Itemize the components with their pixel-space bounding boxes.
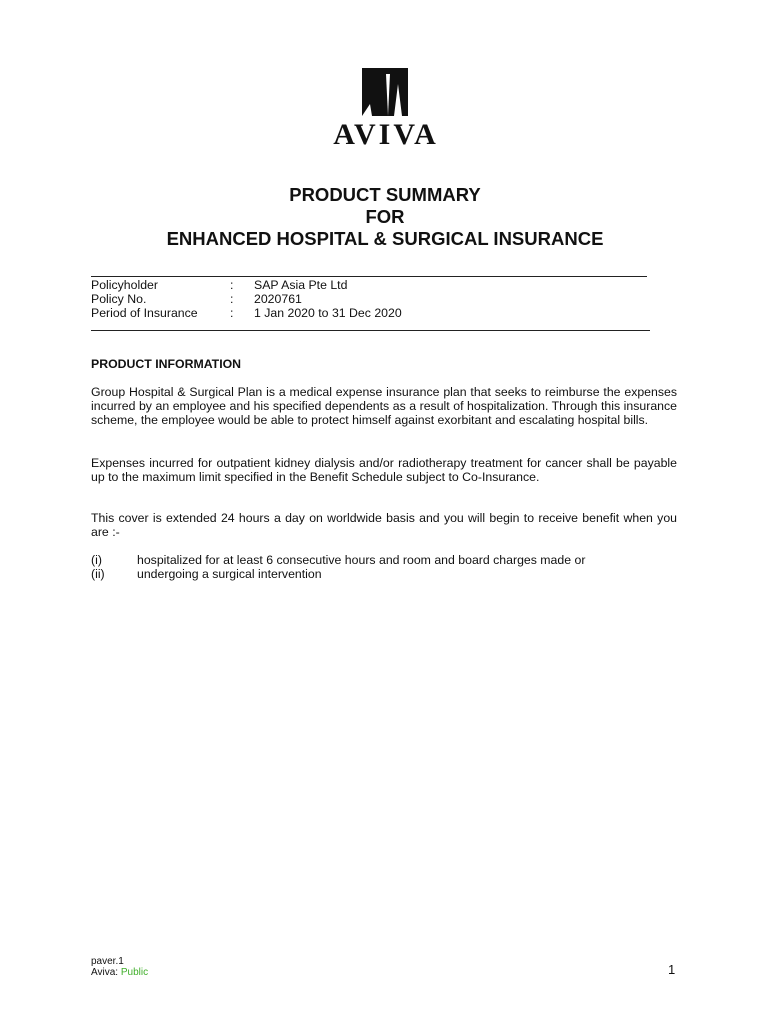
paragraph-plan-description: Group Hospital & Surgical Plan is a medical expense insurance plan that seeks to reimburse the expenses incurred by an employee and his specified dependents as a result of hospitalization. Through this insurance scheme, the employee would be able to protect himself against exorbitant and escalating hospital bills. [91,385,677,427]
classification-label: Aviva: [91,967,121,978]
section-heading-product-information: PRODUCT INFORMATION [91,357,242,371]
list-item-text: undergoing a surgical intervention [137,567,322,581]
document-title [90,184,680,250]
policy-info-value: 2020761 [254,292,302,306]
title-line-2: FOR [365,206,405,227]
policy-info-row [91,278,402,292]
list-item [91,567,585,581]
policy-info-colon: : [230,278,234,292]
policy-info-label: Policyholder [91,278,158,292]
policy-info-row [91,306,402,320]
footer-version: paver.1 [91,956,124,967]
footer-classification [91,967,148,978]
aviva-wordmark: AVIVA [333,118,439,151]
aviva-logo [322,66,450,156]
paragraph-cover-extent: This cover is extended 24 hours a day on worldwide basis and you will begin to receive benefit when you are :- [91,511,677,539]
policy-info-value: 1 Jan 2020 to 31 Dec 2020 [254,306,402,320]
aviva-pillar-logo-icon [360,66,410,118]
policy-info-value: SAP Asia Pte Ltd [254,278,348,292]
divider-top [91,276,647,277]
list-item [91,553,585,567]
policy-info-row [91,292,402,306]
divider-bottom [91,330,650,331]
classification-value: Public [120,967,149,978]
policy-info-colon: : [230,292,234,306]
policy-info-colon: : [230,306,234,320]
list-item-text: hospitalized for at least 6 consecutive hours and room and board charges made or [137,553,586,567]
list-marker: (ii) [91,567,105,581]
policy-info-table [91,278,402,320]
page-footer [91,956,148,978]
page-number: 1 [668,962,676,977]
benefit-conditions-list [91,553,585,581]
paragraph-outpatient-expenses: Expenses incurred for outpatient kidney dialysis and/or radiotherapy treatment for cancer shall be payable up to the maximum limit specified in the Benefit Schedule subject to Co-Insurance. [91,456,677,484]
title-line-1: PRODUCT SUMMARY [289,184,481,205]
policy-info-label: Period of Insurance [91,306,198,320]
list-marker: (i) [91,553,102,567]
policy-info-label: Policy No. [91,292,147,306]
title-line-3: ENHANCED HOSPITAL & SURGICAL INSURANCE [166,228,604,249]
